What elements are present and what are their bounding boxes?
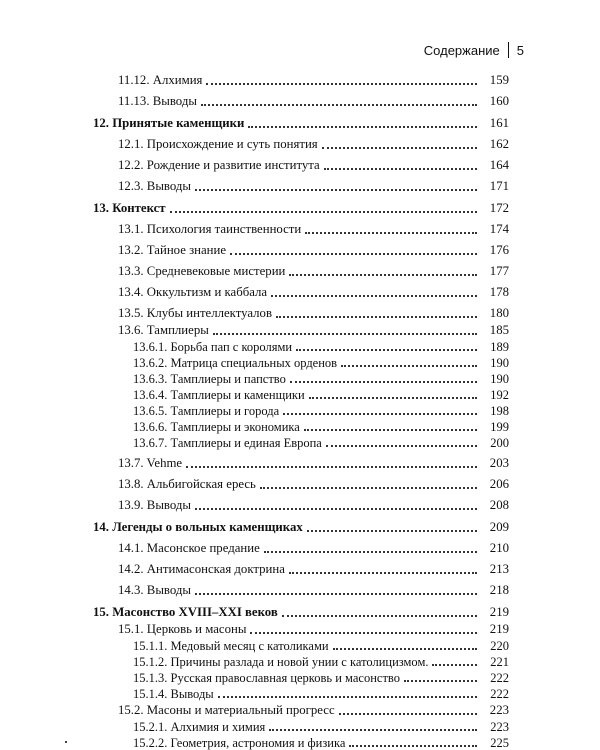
dot-leader	[289, 274, 477, 276]
toc-entry-page: 164	[489, 158, 509, 172]
toc-entry[interactable]	[93, 216, 509, 237]
dot-leader	[213, 333, 477, 335]
toc-entry[interactable]	[93, 637, 509, 653]
toc-entry-page: 159	[489, 73, 509, 87]
toc-entry-page: 177	[489, 264, 509, 278]
toc-entry-title: 15.1. Церковь и масоны	[93, 622, 250, 637]
toc-entry[interactable]	[93, 701, 509, 718]
header-section-title: Содержание	[423, 42, 500, 58]
toc-entry-title: 13.6.1. Борьба пап с королями	[93, 340, 296, 354]
toc-entry-page: 219	[489, 622, 509, 636]
toc-entry-page: 220	[490, 639, 509, 653]
toc-entry-title: 12. Принятые каменщики	[93, 116, 248, 131]
toc-entry[interactable]	[93, 418, 509, 434]
toc-entry-title: 15. Масонство XVIII–XXI веков	[93, 605, 282, 620]
dot-leader	[271, 295, 477, 297]
toc-entry-title: 13.6.6. Тамплиеры и экономика	[93, 420, 304, 434]
toc-entry-page: 176	[489, 243, 509, 257]
toc-entry-title: 13.1. Психология таинственности	[93, 222, 305, 237]
dot-leader	[305, 232, 477, 234]
toc-entry-page: 190	[490, 372, 509, 386]
toc-entry[interactable]	[93, 279, 509, 300]
dot-leader	[201, 104, 477, 106]
toc-entry[interactable]	[93, 471, 509, 492]
toc-entry-title: 15.2.2. Геометрия, астрономия и физика	[93, 736, 349, 750]
toc-entry[interactable]	[93, 338, 509, 354]
toc-entry[interactable]	[93, 514, 509, 535]
toc-entry[interactable]	[93, 173, 509, 194]
toc-entry-title: 12.1. Происхождение и суть понятия	[93, 137, 322, 152]
toc-entry[interactable]	[93, 354, 509, 370]
table-of-contents	[93, 67, 509, 750]
toc-entry[interactable]	[93, 599, 509, 620]
toc-entry-title: 14. Легенды о вольных каменщиках	[93, 520, 307, 535]
toc-entry-title: 12.2. Рождение и развитие института	[93, 158, 324, 173]
toc-entry[interactable]	[93, 685, 509, 701]
toc-entry[interactable]	[93, 258, 509, 279]
toc-entry[interactable]	[93, 653, 509, 669]
toc-entry-title: 13.6.2. Матрица специальных орденов	[93, 356, 341, 370]
dot-leader	[304, 429, 477, 431]
toc-entry-title: 13.6.3. Тамплиеры и папство	[93, 372, 290, 386]
toc-entry-title: 13.6.5. Тамплиеры и города	[93, 404, 283, 418]
toc-entry-title: 13.6. Тамплиеры	[93, 323, 213, 338]
toc-entry-page: 206	[489, 477, 509, 491]
toc-entry[interactable]	[93, 110, 509, 131]
toc-entry[interactable]	[93, 577, 509, 598]
dot-leader	[290, 381, 477, 383]
toc-entry-title: 15.1.1. Медовый месяц с католиками	[93, 639, 333, 653]
toc-entry-title: 13.5. Клубы интеллектуалов	[93, 306, 276, 321]
dot-leader	[195, 189, 477, 191]
header-page-number: 5	[516, 42, 524, 58]
toc-entry-page: 199	[490, 420, 509, 434]
toc-entry[interactable]	[93, 321, 509, 338]
toc-entry-page: 222	[490, 671, 509, 685]
toc-entry-page: 172	[489, 201, 509, 215]
toc-entry-title: 13.8. Альбигойская ересь	[93, 477, 260, 492]
toc-entry-page: 219	[489, 605, 509, 619]
toc-entry-page: 198	[490, 404, 509, 418]
toc-entry-title: 13. Контекст	[93, 201, 170, 216]
toc-entry-page: 203	[489, 456, 509, 470]
toc-entry-page: 200	[490, 436, 509, 450]
toc-entry-title: 13.2. Тайное знание	[93, 243, 230, 258]
toc-entry-page: 160	[489, 94, 509, 108]
toc-entry-page: 213	[489, 562, 509, 576]
toc-entry-page: 161	[489, 116, 509, 130]
print-mark	[65, 741, 67, 743]
dot-leader	[341, 365, 477, 367]
toc-entry[interactable]	[93, 300, 509, 321]
toc-entry[interactable]	[93, 718, 509, 734]
dot-leader	[432, 664, 477, 666]
toc-entry-page: 178	[489, 285, 509, 299]
toc-entry-title: 13.7. Vehme	[93, 456, 186, 471]
toc-entry-page: 222	[490, 687, 509, 701]
dot-leader	[230, 253, 477, 255]
toc-entry-title: 15.1.4. Выводы	[93, 687, 218, 701]
dot-leader	[307, 530, 477, 532]
toc-entry-title: 13.4. Оккультизм и каббала	[93, 285, 271, 300]
toc-entry-page: 221	[490, 655, 509, 669]
toc-entry[interactable]	[93, 492, 509, 513]
dot-leader	[186, 466, 477, 468]
dot-leader	[349, 745, 477, 747]
toc-entry-title: 12.3. Выводы	[93, 179, 195, 194]
toc-entry-page: 171	[489, 179, 509, 193]
toc-entry-page: 189	[490, 340, 509, 354]
toc-entry-title: 14.2. Антимасонская доктрина	[93, 562, 289, 577]
toc-entry[interactable]	[93, 669, 509, 685]
dot-leader	[289, 572, 477, 574]
toc-entry[interactable]	[93, 152, 509, 173]
toc-entry[interactable]	[93, 450, 509, 471]
toc-entry-title: 15.2.1. Алхимия и химия	[93, 720, 269, 734]
toc-entry-title: 15.1.2. Причины разлада и новой унии с католицизмом.	[93, 655, 432, 669]
dot-leader	[248, 126, 477, 128]
toc-entry-page: 185	[489, 323, 509, 337]
toc-entry-page: 180	[489, 306, 509, 320]
dot-leader	[250, 632, 477, 634]
toc-entry[interactable]	[93, 402, 509, 418]
toc-entry-title: 11.13. Выводы	[93, 94, 201, 109]
dot-leader	[264, 551, 477, 553]
toc-entry[interactable]	[93, 620, 509, 637]
dot-leader	[195, 508, 477, 510]
toc-entry[interactable]	[93, 237, 509, 258]
toc-entry-title: 13.6.7. Тамплиеры и единая Европа	[93, 436, 326, 450]
toc-entry[interactable]	[93, 88, 509, 109]
dot-leader	[218, 696, 477, 698]
toc-entry-page: 223	[489, 703, 509, 717]
toc-entry[interactable]	[93, 370, 509, 386]
toc-entry-title: 13.9. Выводы	[93, 498, 195, 513]
dot-leader	[333, 648, 477, 650]
toc-entry[interactable]	[93, 386, 509, 402]
dot-leader	[276, 316, 477, 318]
toc-entry-title: 14.1. Масонское предание	[93, 541, 264, 556]
dot-leader	[326, 445, 477, 447]
dot-leader	[322, 147, 477, 149]
toc-entry-title: 15.2. Масоны и материальный прогресс	[93, 703, 339, 718]
dot-leader	[339, 713, 477, 715]
dot-leader	[206, 83, 477, 85]
toc-entry-page: 210	[489, 541, 509, 555]
toc-entry-page: 218	[489, 583, 509, 597]
toc-entry-page: 190	[490, 356, 509, 370]
toc-entry-page: 208	[489, 498, 509, 512]
toc-entry-page: 225	[490, 736, 509, 750]
toc-entry[interactable]	[93, 67, 509, 88]
toc-entry-page: 174	[489, 222, 509, 236]
toc-entry-title: 15.1.3. Русская православная церковь и масонство	[93, 671, 404, 685]
dot-leader	[324, 168, 477, 170]
dot-leader	[170, 211, 477, 213]
running-header	[424, 42, 524, 58]
toc-entry[interactable]	[93, 434, 509, 450]
toc-entry[interactable]	[93, 131, 509, 152]
toc-entry-title: 13.3. Средневековые мистерии	[93, 264, 289, 279]
toc-entry[interactable]	[93, 535, 509, 556]
header-divider	[508, 42, 509, 58]
toc-entry-page: 223	[490, 720, 509, 734]
toc-entry-page: 209	[489, 520, 509, 534]
dot-leader	[404, 680, 477, 682]
dot-leader	[309, 397, 477, 399]
dot-leader	[260, 487, 477, 489]
toc-entry-page: 192	[490, 388, 509, 402]
dot-leader	[269, 729, 477, 731]
toc-entry[interactable]	[93, 556, 509, 577]
toc-entry-title: 14.3. Выводы	[93, 583, 195, 598]
toc-entry-page: 162	[489, 137, 509, 151]
toc-entry-title: 11.12. Алхимия	[93, 73, 206, 88]
dot-leader	[296, 349, 477, 351]
toc-entry[interactable]	[93, 195, 509, 216]
dot-leader	[195, 593, 477, 595]
dot-leader	[282, 615, 477, 617]
toc-entry[interactable]	[93, 734, 509, 750]
toc-entry-title: 13.6.4. Тамплиеры и каменщики	[93, 388, 309, 402]
dot-leader	[283, 413, 477, 415]
